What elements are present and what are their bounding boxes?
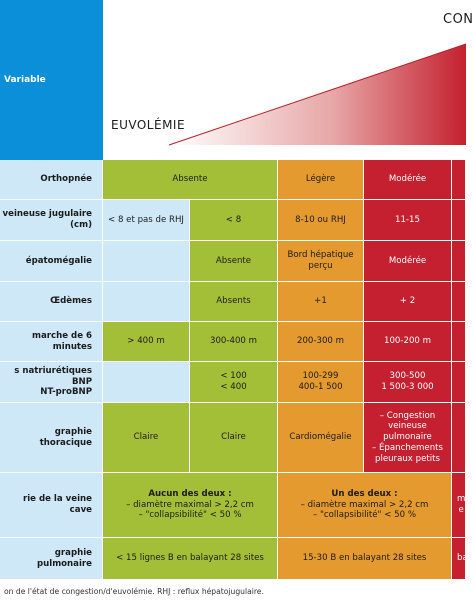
cell-bnp-5 [452, 362, 466, 403]
veine-cave-green-title: Aucun des deux : [148, 488, 232, 499]
cell-veine-cave-orange [278, 473, 452, 538]
congestion-ramp-graphic [103, 0, 466, 160]
cell-bnp-4: 300-500 1 500-3 000 [364, 362, 452, 403]
variable-header [0, 0, 103, 160]
cell-orthopnee-legere: Légère [278, 160, 364, 200]
cell-jugulaire-5 [452, 200, 466, 241]
cell-hepato-5 [452, 241, 466, 282]
cell-echo-pulm-orange: 15-30 B en balayant 28 sites [278, 538, 452, 580]
cell-marche-3: 200-300 m [278, 322, 364, 362]
cell-radio-5 [452, 403, 466, 473]
cell-jugulaire-1: < 8 et pas de RHJ [103, 200, 190, 241]
cell-hepato-4: Modérée [364, 241, 452, 282]
euvolemie-label: EUVOLÉMIE [111, 118, 186, 132]
cell-orthopnee-severe [452, 160, 466, 200]
cell-marche-4: 100-200 m [364, 322, 452, 362]
cell-oedemes-4: + 2 [364, 282, 452, 322]
cell-bnp-3: 100-299 400-1 500 [278, 362, 364, 403]
veine-cave-green-criteria: – diamètre maximal > 2,2 cm – "collapsibilité" < 50 % [126, 499, 254, 521]
cell-marche-2: 300-400 m [190, 322, 278, 362]
cell-marche-1: > 400 m [103, 322, 190, 362]
row-label-peptides-natriuretiques: s natriurétiques BNP NT-proBNP [0, 362, 103, 403]
cell-veine-cave-red: m e [452, 473, 466, 538]
cell-bnp-2: < 100 < 400 [190, 362, 278, 403]
veine-cave-orange-title: Un des deux : [331, 488, 398, 499]
cell-hepato-3: Bord hépatique perçu [278, 241, 364, 282]
cell-jugulaire-3: 8-10 ou RHJ [278, 200, 364, 241]
cell-hepato-1 [103, 241, 190, 282]
congestion-label: CON [443, 12, 474, 27]
variable-header-label: Variable [4, 75, 46, 85]
cell-jugulaire-2: < 8 [190, 200, 278, 241]
cell-marche-5 [452, 322, 466, 362]
euvolemie-congestion-gradient [103, 0, 474, 160]
cell-radio-1: Claire [103, 403, 190, 473]
cell-radio-2: Claire [190, 403, 278, 473]
cell-oedemes-1 [103, 282, 190, 322]
row-label-hepatomegalie: épatomégalie [0, 241, 103, 282]
cell-veine-cave-green [103, 473, 278, 538]
cell-oedemes-2: Absents [190, 282, 278, 322]
row-label-pression-jugulaire: veineuse jugulaire (cm) [0, 200, 103, 241]
cell-echo-pulm-red: ba [452, 538, 466, 580]
cell-hepato-2: Absente [190, 241, 278, 282]
row-label-orthopnee: Orthopnée [0, 160, 103, 200]
row-label-echographie-pulmonaire: graphie pulmonaire [0, 538, 103, 580]
row-label-marche-6-minutes: marche de 6 minutes [0, 322, 103, 362]
cell-radio-4: – Congestion veineuse pulmonaire – Épanchements pleuraux petits [364, 403, 452, 473]
cell-orthopnee-moderee: Modérée [364, 160, 452, 200]
cell-oedemes-3: +1 [278, 282, 364, 322]
cell-orthopnee-absente: Absente [103, 160, 278, 200]
table-caption: on de l'état de congestion/d'euvolémie. RHJ : reflux hépatojugulaire. [4, 587, 264, 596]
row-label-radiographie-thoracique: graphie thoracique [0, 403, 103, 473]
row-label-oedemes: Œdèmes [0, 282, 103, 322]
cell-oedemes-5 [452, 282, 466, 322]
cell-echo-pulm-green: < 15 lignes B en balayant 28 sites [103, 538, 278, 580]
cell-jugulaire-4: 11-15 [364, 200, 452, 241]
veine-cave-orange-criteria: – diamètre maximal > 2,2 cm – "collapsibilité" < 50 % [300, 499, 429, 521]
row-label-veine-cave: rie de la veine cave [0, 473, 103, 538]
cell-radio-3: Cardiomégalie [278, 403, 364, 473]
cell-bnp-1 [103, 362, 190, 403]
